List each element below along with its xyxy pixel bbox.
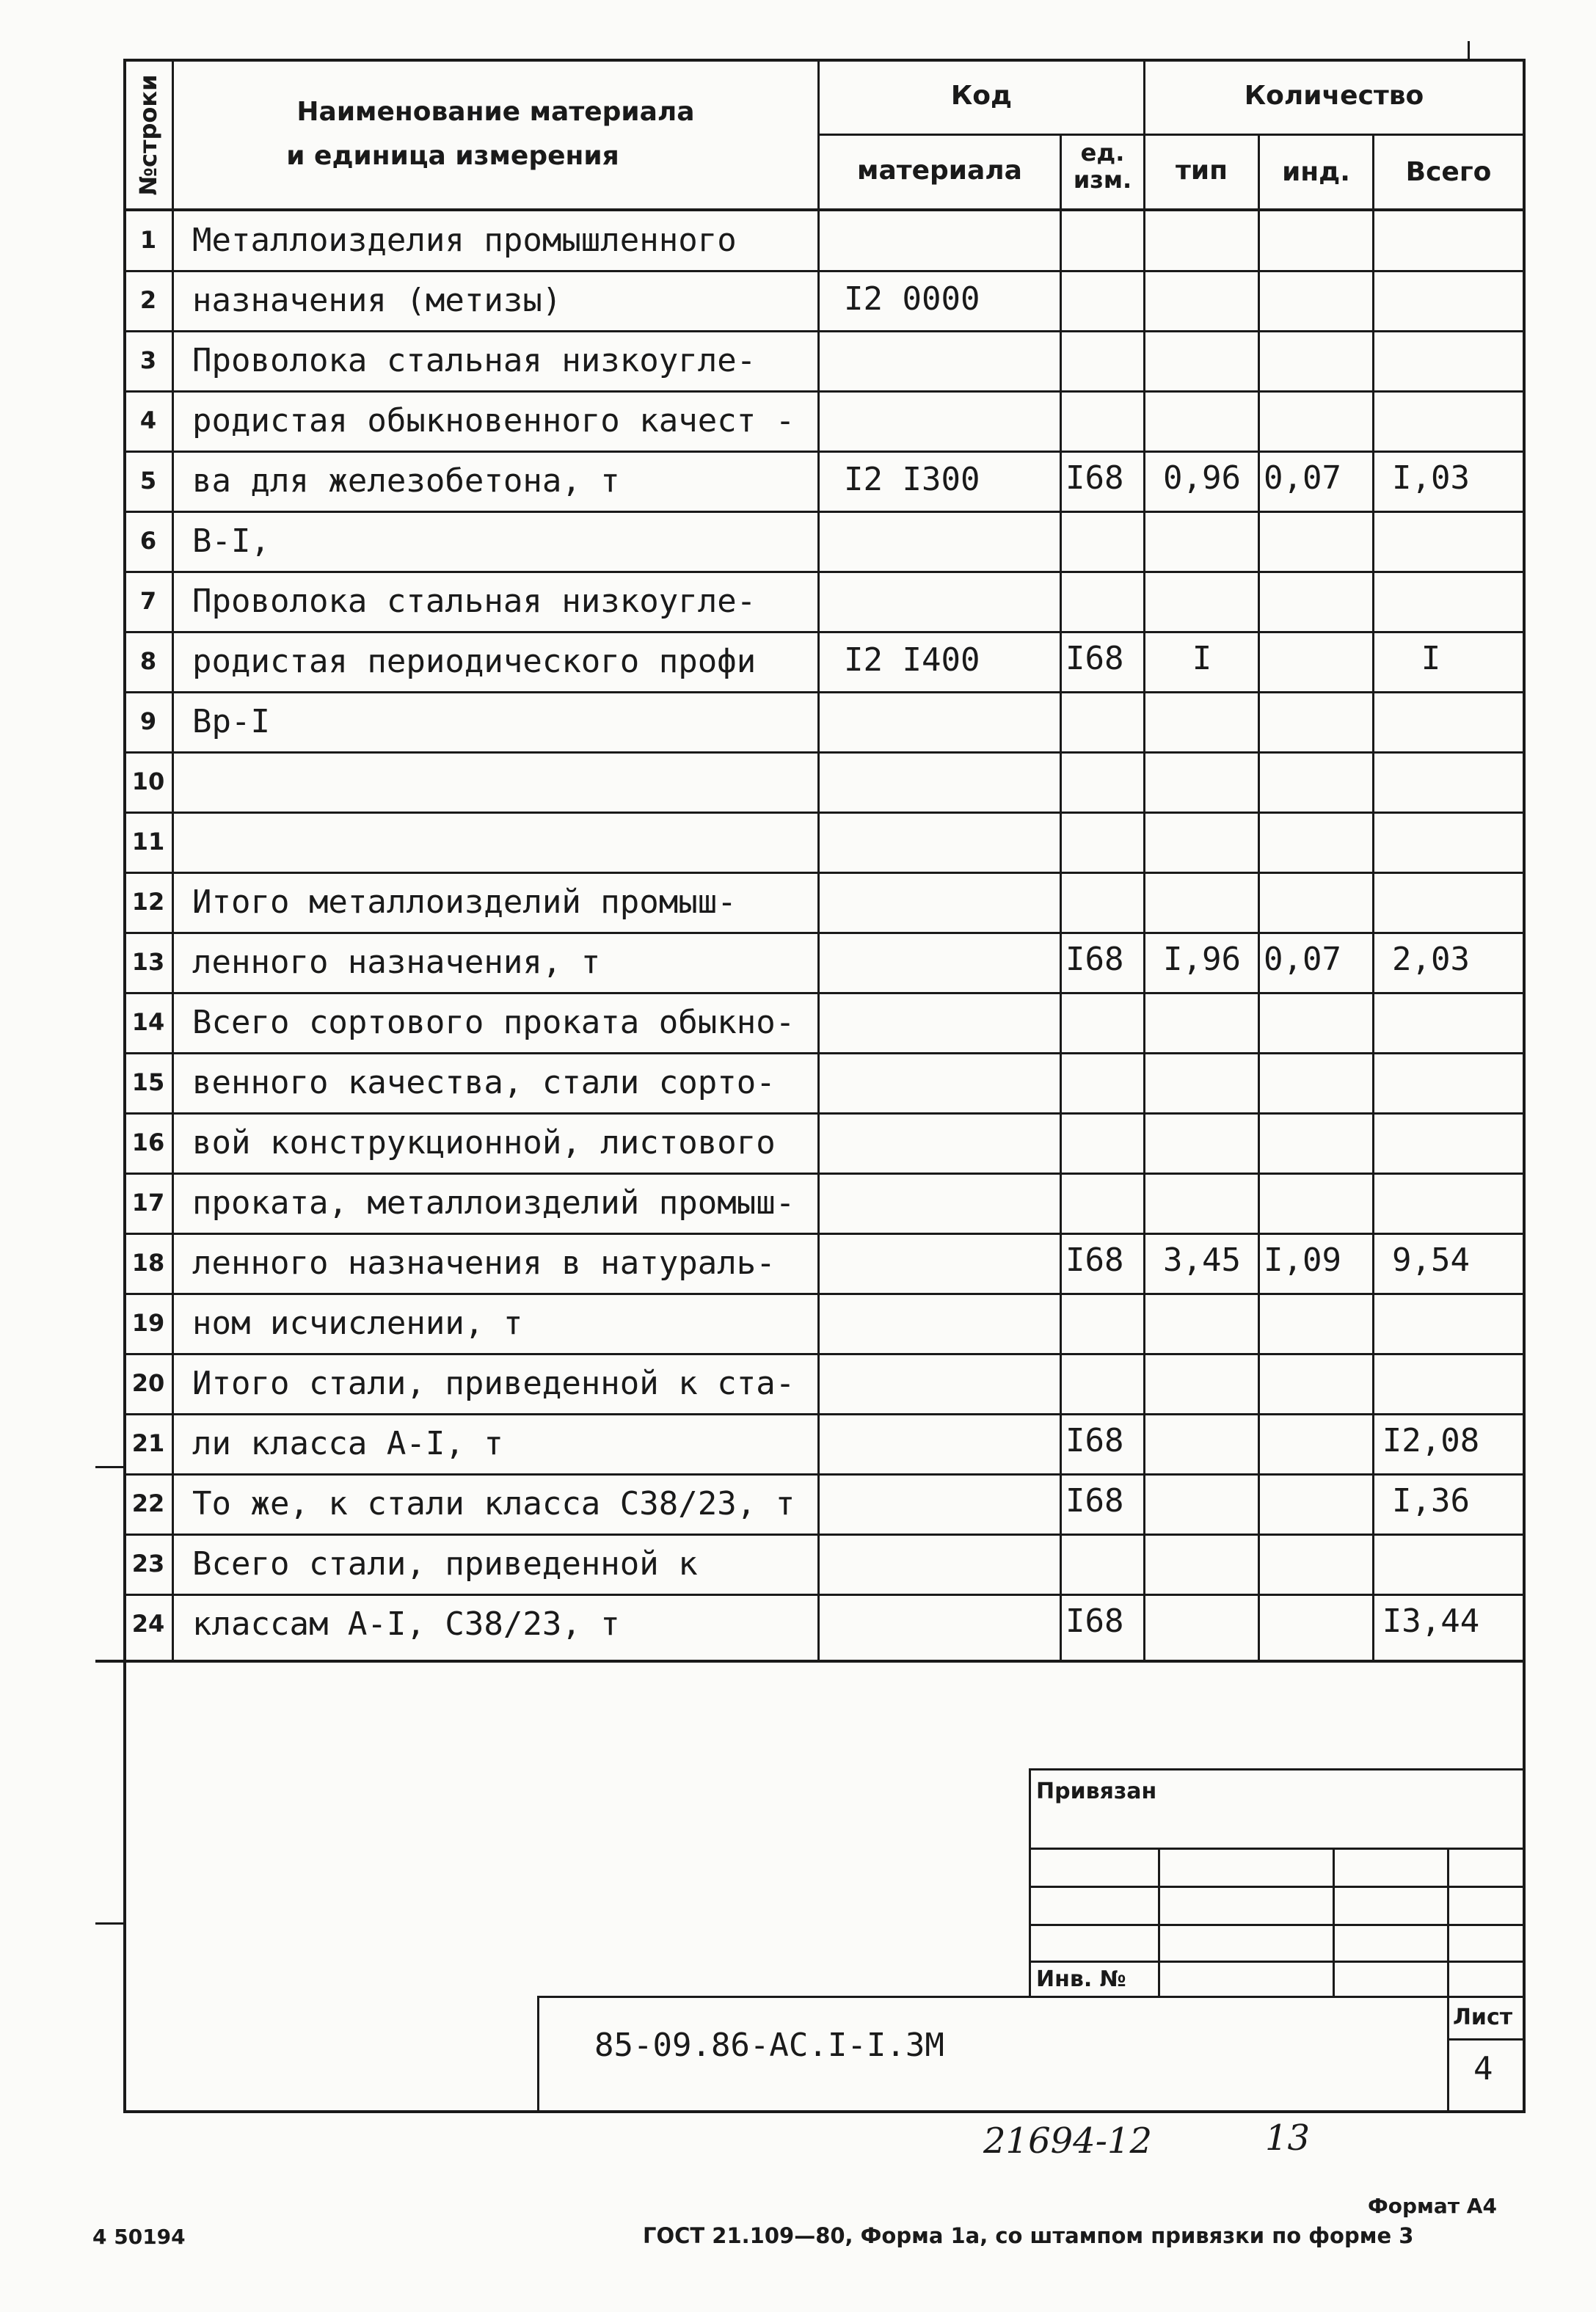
row-number: 18: [131, 1249, 165, 1277]
quantity-individual: I,09: [1264, 1241, 1341, 1279]
material-name: В-I,: [192, 522, 270, 560]
row-divider: [123, 1233, 1526, 1235]
material-name: То же, к стали класса С38/23, т: [192, 1485, 795, 1523]
row-number: 10: [131, 767, 165, 795]
material-name: вой конструкционной, листового: [192, 1124, 776, 1162]
quantity-total: 2,03: [1392, 941, 1470, 978]
row-divider: [123, 1534, 1526, 1536]
col-line-b: [817, 59, 820, 1661]
row-divider: [123, 1293, 1526, 1295]
row-number: 1: [139, 226, 157, 254]
name-header-line2: и единица измерения: [286, 141, 619, 171]
unit-code: I68: [1065, 1422, 1124, 1459]
quantity-individual: 0,07: [1264, 459, 1341, 497]
row-divider: [123, 270, 1526, 272]
unit-header: ед. изм.: [1073, 139, 1132, 194]
row-divider: [123, 390, 1526, 393]
row-number: 8: [139, 647, 157, 675]
row-divider: [123, 992, 1526, 994]
row-divider: [123, 330, 1526, 332]
col-line-f: [1372, 135, 1374, 1661]
material-name: Итого стали, приведенной к ста-: [192, 1365, 795, 1402]
left-code: 4 50194: [92, 2225, 186, 2249]
quantity-type: 0,96: [1163, 459, 1241, 497]
row-number: 4: [139, 406, 157, 434]
row-number: 15: [131, 1068, 165, 1096]
quantity-total: I3,44: [1382, 1602, 1480, 1640]
row-divider: [123, 451, 1526, 453]
document-code: 85-09.86-АС.I-I.ЗМ: [594, 2027, 944, 2064]
row-number: 14: [131, 1008, 165, 1036]
quantity-type: I: [1192, 640, 1212, 677]
row-number: 20: [131, 1369, 165, 1397]
frame-right: [1523, 59, 1526, 2113]
row-number: 17: [131, 1189, 165, 1217]
stamp-v1: [1158, 1848, 1160, 1996]
row-divider: [123, 1413, 1526, 1415]
material-name: ном исчислении, т: [192, 1305, 523, 1342]
col-line-a: [172, 59, 174, 1661]
row-divider: [123, 1594, 1526, 1596]
material-code: I2 I400: [844, 641, 980, 679]
row-number: 21: [131, 1429, 165, 1457]
material-code: I2 0000: [844, 280, 980, 318]
code-header: Код: [950, 81, 1013, 111]
total-header: Всего: [1405, 157, 1492, 187]
quantity-type: I,96: [1163, 941, 1241, 978]
row-divider: [123, 1353, 1526, 1355]
title-block-sheet-line: [1447, 2038, 1523, 2041]
header-mid-line: [817, 134, 1525, 136]
stamp-inv-label: Инв. №: [1036, 1966, 1126, 1992]
page-mark: 13: [1265, 2118, 1311, 2159]
row-number: 3: [139, 346, 157, 374]
row-number: 22: [131, 1489, 165, 1517]
material-name: ва для железобетона, т: [192, 462, 620, 500]
frame-top: [123, 59, 1526, 62]
quantity-individual: 0,07: [1264, 941, 1341, 978]
row-number: 7: [139, 587, 157, 615]
format-label: Формат А4: [1368, 2194, 1497, 2218]
row-number: 2: [139, 286, 157, 314]
title-block-top: [537, 1996, 1523, 1998]
handwritten-number: 21694-12: [983, 2120, 1152, 2162]
row-number: 6: [139, 527, 157, 555]
col-line-e: [1258, 135, 1260, 1661]
row-number: 13: [131, 948, 165, 976]
material-header: материала: [857, 156, 1022, 186]
material-name: Металлоизделия промышленного: [192, 222, 737, 259]
gost-reference: ГОСТ 21.109—80, Форма 1а, со штампом привязки по форме 3: [643, 2223, 1414, 2248]
material-name: венного качества, стали сорто-: [192, 1064, 776, 1101]
stamp-v2: [1333, 1848, 1335, 1996]
row-number: 19: [131, 1309, 165, 1337]
row-number: 12: [131, 888, 165, 916]
material-name: проката, металлоизделий промыш-: [192, 1184, 795, 1222]
row-number: 11: [131, 828, 165, 856]
material-name: Всего стали, приведенной к: [192, 1545, 698, 1583]
quantity-type: 3,45: [1163, 1241, 1241, 1279]
col-line-d: [1143, 59, 1145, 1661]
row-divider: [123, 812, 1526, 814]
row-number: 24: [131, 1610, 165, 1638]
row-divider: [123, 691, 1526, 693]
row-divider: [123, 1173, 1526, 1175]
title-block-sheet-divider: [1447, 1996, 1449, 2113]
material-name: ленного назначения, т: [192, 944, 601, 981]
material-name: Проволока стальная низкоугле-: [192, 583, 757, 620]
quantity-total: I: [1421, 640, 1441, 677]
table-bottom: [95, 1660, 1526, 1663]
name-header-line1: Наименование материала: [296, 97, 695, 127]
material-name: родистая периодического профи: [192, 643, 757, 680]
col-line-c: [1060, 135, 1062, 1661]
quantity-total: 9,54: [1392, 1241, 1470, 1279]
quantity-header: Количество: [1244, 81, 1424, 111]
row-divider: [123, 1473, 1526, 1476]
row-divider: [123, 1052, 1526, 1054]
margin-tick-1: [95, 1466, 125, 1468]
material-code: I2 I300: [844, 461, 980, 498]
unit-code: I68: [1065, 459, 1124, 497]
row-divider: [123, 571, 1526, 573]
quantity-total: I,03: [1392, 459, 1470, 497]
title-block-left: [537, 1996, 539, 2113]
unit-code: I68: [1065, 1241, 1124, 1279]
frame-bottom: [123, 2110, 1526, 2113]
material-name: Итого металлоизделий промыш-: [192, 883, 737, 921]
material-name: назначения (метизы): [192, 282, 562, 319]
row-number: 9: [139, 707, 157, 735]
margin-tick-2: [95, 1922, 125, 1925]
stamp-v3: [1447, 1848, 1449, 1996]
unit-code: I68: [1065, 1602, 1124, 1640]
top-tick: [1468, 41, 1470, 60]
sheet-label: Лист: [1453, 2005, 1513, 2030]
stamp-bound-label: Привязан: [1036, 1779, 1157, 1804]
row-divider: [123, 1112, 1526, 1115]
unit-code: I68: [1065, 941, 1124, 978]
material-name: ли класса А-I, т: [192, 1425, 503, 1462]
row-number: 23: [131, 1550, 165, 1578]
quantity-total: I2,08: [1382, 1422, 1480, 1459]
individual-header: инд.: [1282, 157, 1350, 187]
material-name: классам А-I, С38/23, т: [192, 1605, 620, 1643]
material-name: родистая обыкновенного качест -: [192, 402, 795, 440]
row-divider: [123, 511, 1526, 513]
row-divider: [123, 932, 1526, 934]
material-name: ленного назначения в натураль-: [192, 1244, 776, 1282]
material-name: Всего сортового проката обыкно-: [192, 1004, 795, 1041]
material-name: Проволока стальная низкоугле-: [192, 342, 757, 379]
row-divider: [123, 631, 1526, 633]
row-number-header: №строки: [134, 74, 162, 196]
row-divider: [123, 751, 1526, 754]
row-number: 16: [131, 1128, 165, 1156]
row-divider: [123, 872, 1526, 874]
unit-code: I68: [1065, 1482, 1124, 1520]
stamp-top: [1029, 1768, 1523, 1771]
header-bottom-line: [123, 208, 1526, 211]
material-name: Вр-I: [192, 703, 270, 740]
row-number: 5: [139, 467, 157, 495]
sheet-number: 4: [1473, 2050, 1493, 2087]
unit-code: I68: [1065, 640, 1124, 677]
type-header: тип: [1176, 156, 1228, 186]
quantity-total: I,36: [1392, 1482, 1470, 1520]
